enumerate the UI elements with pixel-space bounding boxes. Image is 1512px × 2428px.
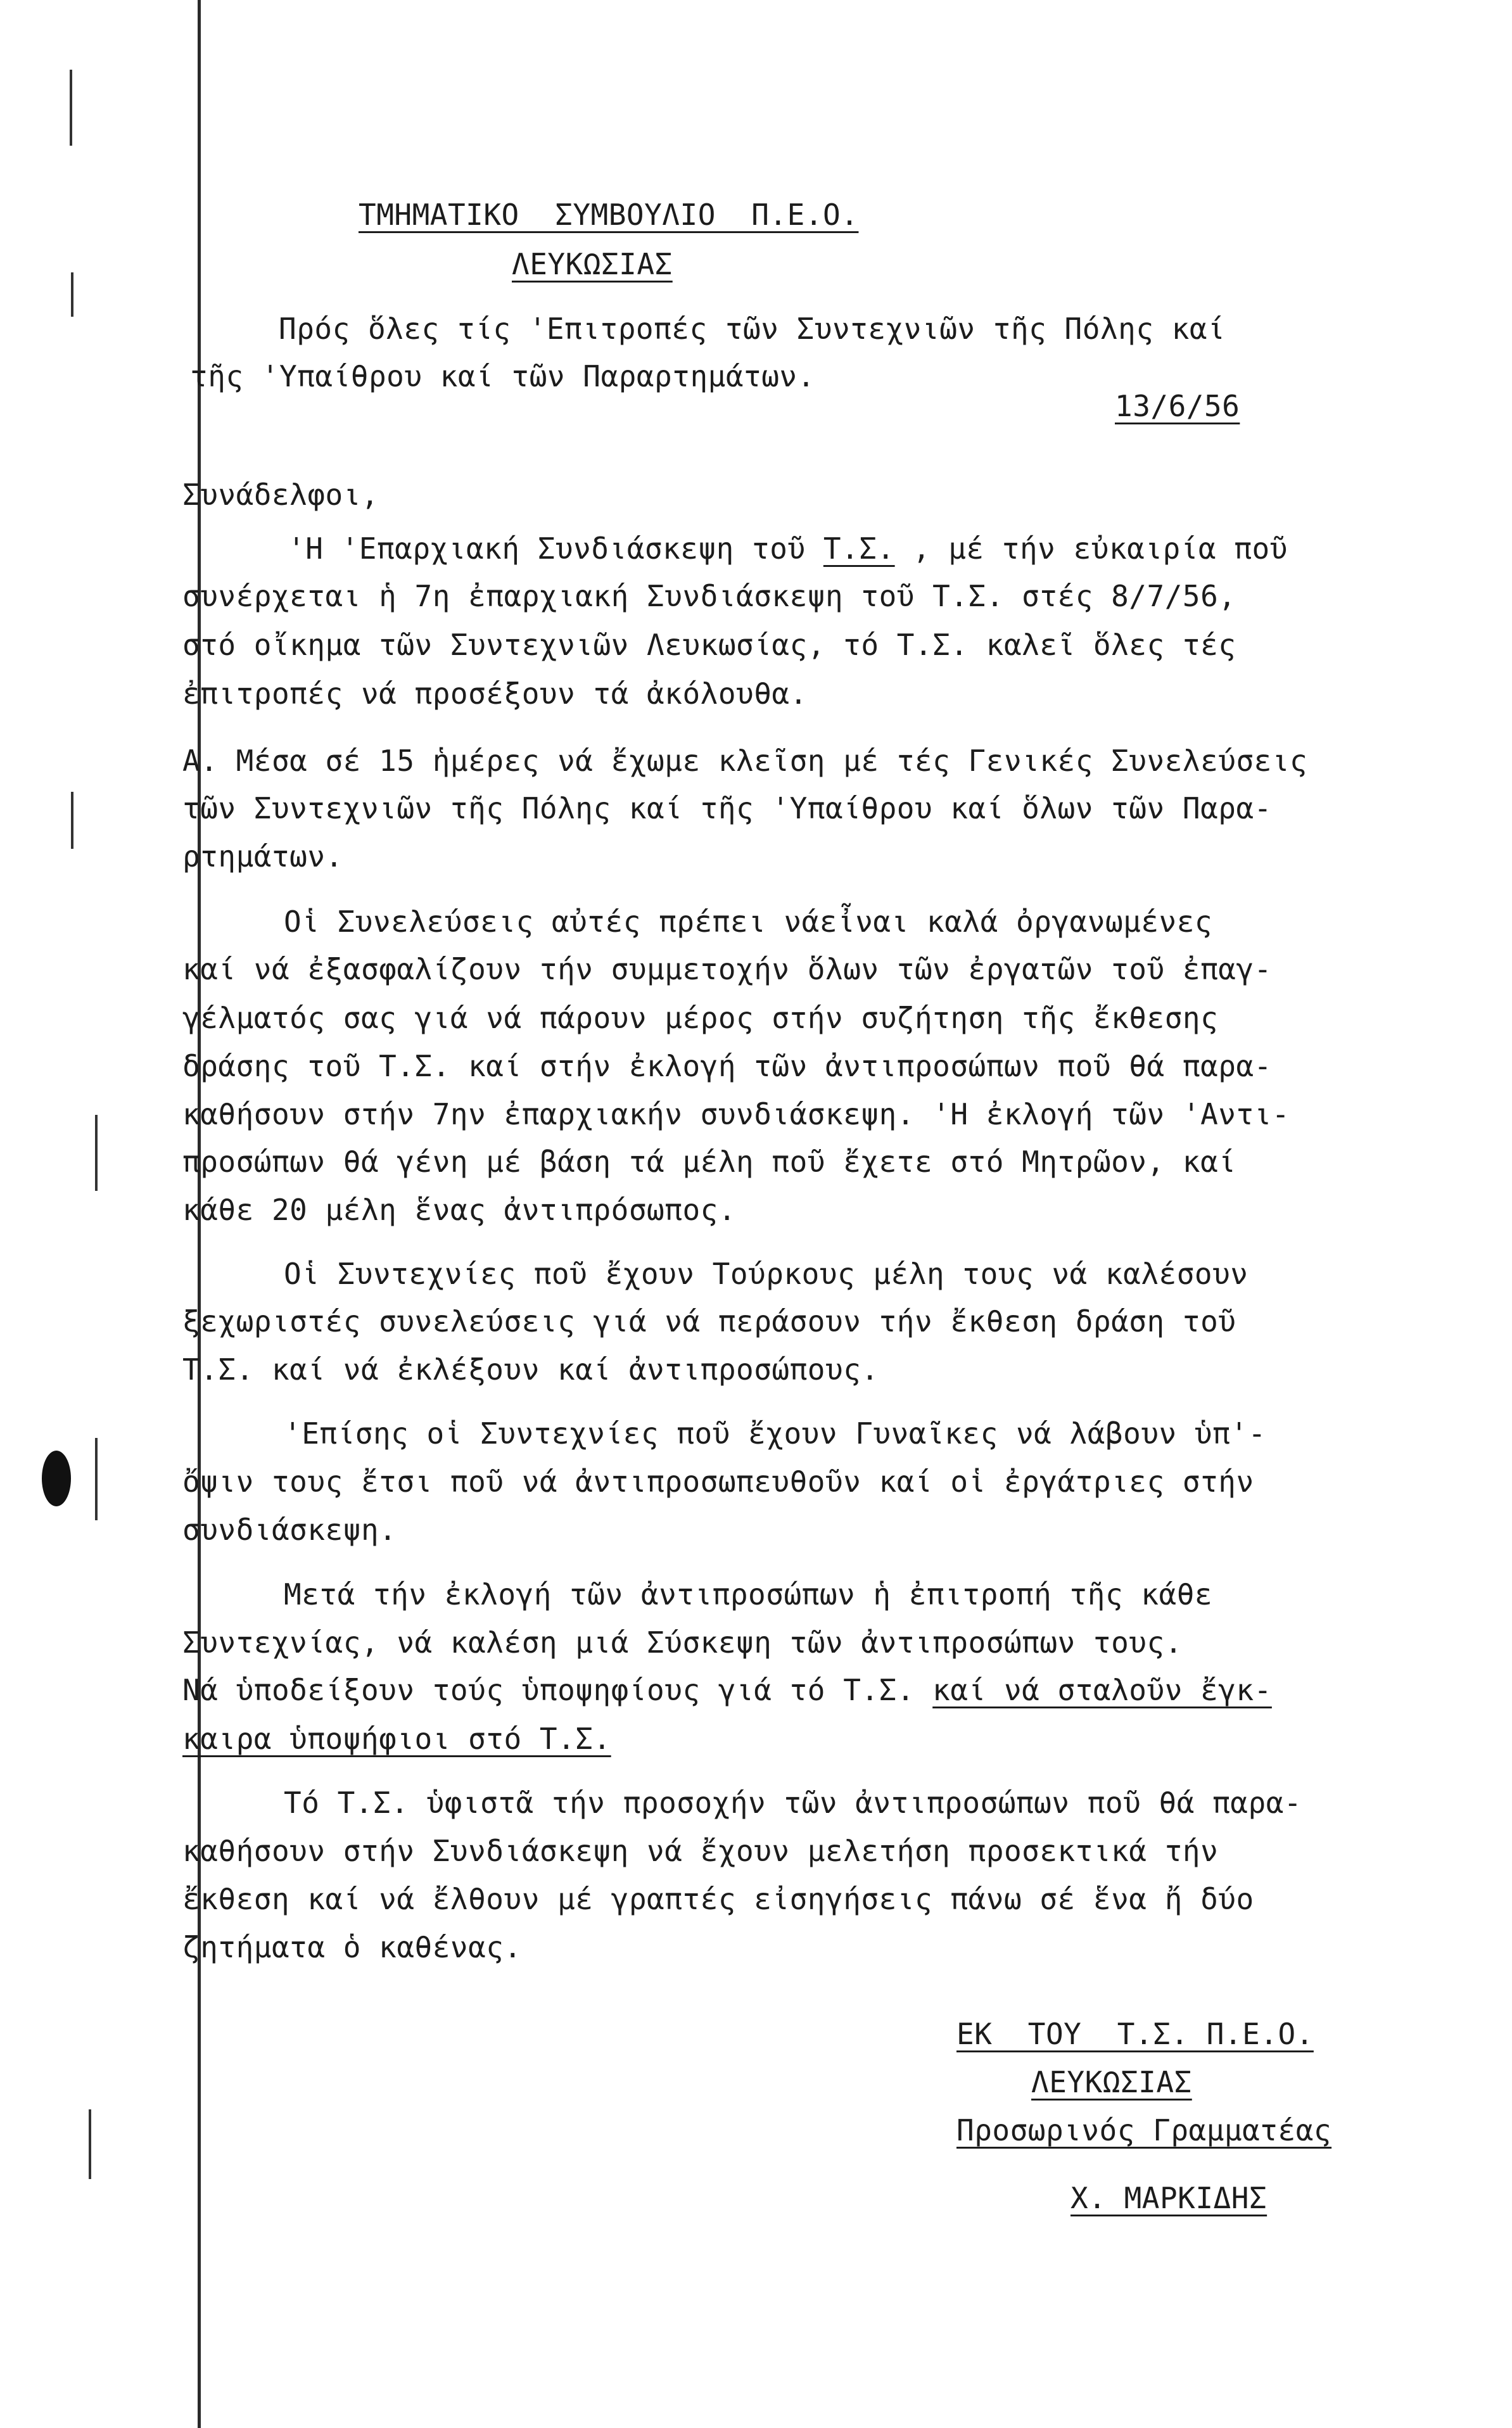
signature-line: ΕΚ ΤΟΥ Τ.Σ. Π.Ε.Ο. [956,2017,1314,2051]
edge-mark [89,2109,91,2179]
paragraph-text: , μέ τήν εὐκαιρία ποῦ [894,531,1288,566]
paragraph-line: κάθε 20 μέλη ἕνας ἀντιπρόσωπος. [182,1193,737,1227]
paragraph-line [288,531,1288,566]
address-line: τῆς 'Υπαίθρου καί τῶν Παραρτημάτων. [190,359,815,393]
paragraph-line: Α. Μέσα σέ 15 ἡμέρες νά ἔχωμε κλεῖση μέ τές Γενικές Συνελεύσεις [182,744,1308,778]
paragraph-line: Συντεχνίας, νά καλέση μιά Σύσκεψη τῶν ἀντιπροσώπων τους. [182,1625,1183,1660]
paragraph-line: καθήσουν στήν Συνδιάσκεψη νά ἔχουν μελετήση προσεκτικά τήν [182,1834,1219,1868]
signature-name: Χ. ΜΑΡΚΙΔΗΣ [1070,2181,1267,2215]
paragraph-emphasis: Τ.Σ. [823,531,895,566]
paragraph-line: ξεχωριστές συνελεύσεις γιά νά περάσουν τήν ἔκθεση δράση τοῦ [182,1304,1236,1338]
paragraph-line: Τ.Σ. καί νά ἐκλέξουν καί ἀντιπροσώπους. [182,1352,879,1387]
paragraph-line: Μετά τήν ἐκλογή τῶν ἀντιπροσώπων ἡ ἐπιτροπή τῆς κάθε [284,1577,1213,1611]
paragraph-line: Οἱ Συνελεύσεις αὐτές πρέπει νάεἶναι καλά ὀργανωμένες [284,905,1213,939]
address-line: Πρός ὅλες τίς 'Επιτροπές τῶν Συντεχνιῶν τῆς Πόλης καί [279,312,1226,346]
paragraph-line: Οἱ Συντεχνίες ποῦ ἔχουν Τούρκους μέλη τους νά καλέσουν [284,1257,1248,1291]
salutation: Συνάδελφοι, [182,478,379,512]
paragraph-line [182,1675,1272,1705]
paragraph-emphasis: καί νά σταλοῦν ἔγκ- [932,1673,1272,1707]
document-date: 13/6/56 [1115,389,1240,423]
edge-mark [95,1115,98,1191]
paragraph-line: τῶν Συντεχνιῶν τῆς Πόλης καί τῆς 'Υπαίθρου καί ὅλων τῶν Παρα- [182,791,1272,825]
edge-mark [70,70,72,146]
paragraph-line: συνέρχεται ἡ 7η ἐπαρχιακή Συνδιάσκεψη τοῦ Τ.Σ. στές 8/7/56, [182,579,1236,613]
paragraph-line: Τό Τ.Σ. ὑφιστᾶ τήν προσοχήν τῶν ἀντιπροσώπων ποῦ θά παρα- [284,1786,1302,1820]
paragraph-line: γέλματός σας γιά νά πάρουν μέρος στήν συζήτηση τῆς ἔκθεσης [182,1001,1219,1035]
paragraph-line: καθήσουν στήν 7ην ἐπαρχιακήν συνδιάσκεψη. 'Η ἐκλογή τῶν 'Αντι- [182,1097,1290,1131]
paragraph-line: 'Επίσης οἱ Συντεχνίες ποῦ ἔχουν Γυναῖκες νά λάβουν ὑπ'- [284,1416,1266,1451]
paragraph-line: ζητήματα ὁ καθένας. [182,1930,522,1964]
paragraph-line: ὄψιν τους ἔτσι ποῦ νά ἀντιπροσωπευθοῦν καί οἱ ἐργάτριες στήν [182,1465,1254,1499]
paragraph-line: δράσης τοῦ Τ.Σ. καί στήν ἐκλογή τῶν ἀντιπροσώπων ποῦ θά παρα- [182,1049,1272,1083]
signature-title: Προσωρινός Γραμματέας [956,2113,1332,2147]
paragraph-line: στό οἴκημα τῶν Συντεχνιῶν Λευκωσίας, τό Τ.Σ. καλεῖ ὅλες τές [182,628,1236,662]
document-subtitle: ΛΕΥΚΩΣΙΑΣ [512,247,673,281]
edge-mark [95,1438,98,1520]
paragraph-text: 'Η 'Επαρχιακή Συνδιάσκεψη τοῦ [288,531,823,566]
edge-mark [71,792,73,849]
document-title: ΤΜΗΜΑΤΙΚΟ ΣΥΜΒΟΥΛΙΟ Π.Ε.Ο. [359,198,859,232]
paragraph-line: ἐπιτροπές νά προσέξουν τά ἀκόλουθα. [182,677,808,711]
paragraph-line: ἔκθεση καί νά ἔλθουν μέ γραπτές εἰσηγήσεις πάνω σέ ἕνα ἤ δύο [182,1882,1254,1916]
signature-line: ΛΕΥΚΩΣΙΑΣ [1031,2065,1192,2099]
edge-mark [71,272,73,317]
paragraph-line: ρτημάτων. [182,839,343,874]
paragraph-line: συνδιάσκεψη. [182,1513,397,1547]
paragraph-line: καιρα ὑποψήφιοι στό Τ.Σ. [182,1722,611,1756]
paragraph-line: καί νά ἐξασφαλίζουν τήν συμμετοχήν ὅλων τῶν ἐργατῶν τοῦ ἐπαγ- [182,952,1272,986]
punch-hole [42,1451,71,1506]
paragraph-text: Νά ὑποδείξουν τούς ὑποψηφίους γιά τό Τ.Σ. [182,1673,933,1707]
paragraph-line: προσώπων θά γένη μέ βάση τά μέλη ποῦ ἔχετε στό Μητρῶον, καί [182,1145,1236,1179]
